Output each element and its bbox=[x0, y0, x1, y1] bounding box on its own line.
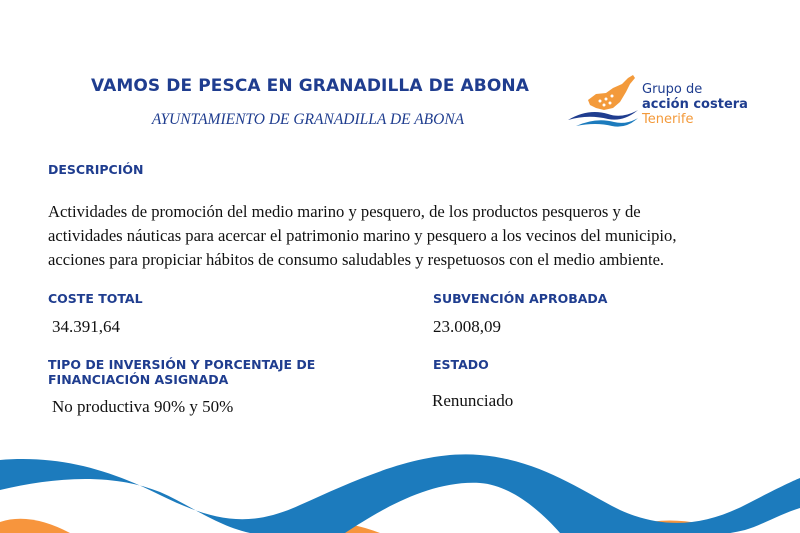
logo-text-line2: acción costera bbox=[642, 97, 748, 112]
logo-text-line3: Tenerife bbox=[642, 112, 694, 127]
descripcion-line: Actividades de promoción del medio marino y pesquero, de los productos pesqueros y de bbox=[48, 202, 641, 221]
subvencion-label: SUBVENCIÓN APROBADA bbox=[433, 291, 608, 306]
coste-value: 34.391,64 bbox=[52, 317, 120, 336]
estado-label: ESTADO bbox=[433, 357, 489, 372]
coste-label: COSTE TOTAL bbox=[48, 291, 143, 306]
orange-wave bbox=[0, 519, 70, 533]
estado-value: Renunciado bbox=[432, 391, 514, 410]
subvencion-value: 23.008,09 bbox=[433, 317, 501, 336]
decorative-waves bbox=[0, 450, 800, 533]
tipo-label-line: TIPO DE INVERSIÓN Y PORCENTAJE DE bbox=[48, 357, 316, 372]
tipo-label bbox=[48, 357, 315, 387]
descripcion-line: acciones para propiciar hábitos de consumo saludables y respetuosos con el medio ambiente. bbox=[48, 250, 665, 269]
descripcion-text bbox=[48, 200, 748, 272]
page-title: VAMOS DE PESCA EN GRANADILLA DE ABONA bbox=[90, 76, 529, 96]
tipo-label-line: FINANCIACIÓN ASIGNADA bbox=[48, 372, 229, 387]
descripcion-label: DESCRIPCIÓN bbox=[48, 162, 144, 177]
logo bbox=[566, 72, 766, 134]
logo-text-line1: Grupo de bbox=[642, 82, 703, 97]
tipo-value: No productiva 90% y 50% bbox=[52, 397, 234, 416]
descripcion-line: actividades náuticas para acercar el patrimonio marino y pesquero a los vecinos del municipio, bbox=[48, 226, 677, 245]
page-subtitle: AYUNTAMIENTO DE GRANADILLA DE ABONA bbox=[151, 111, 465, 128]
island-logo-icon bbox=[566, 72, 642, 134]
